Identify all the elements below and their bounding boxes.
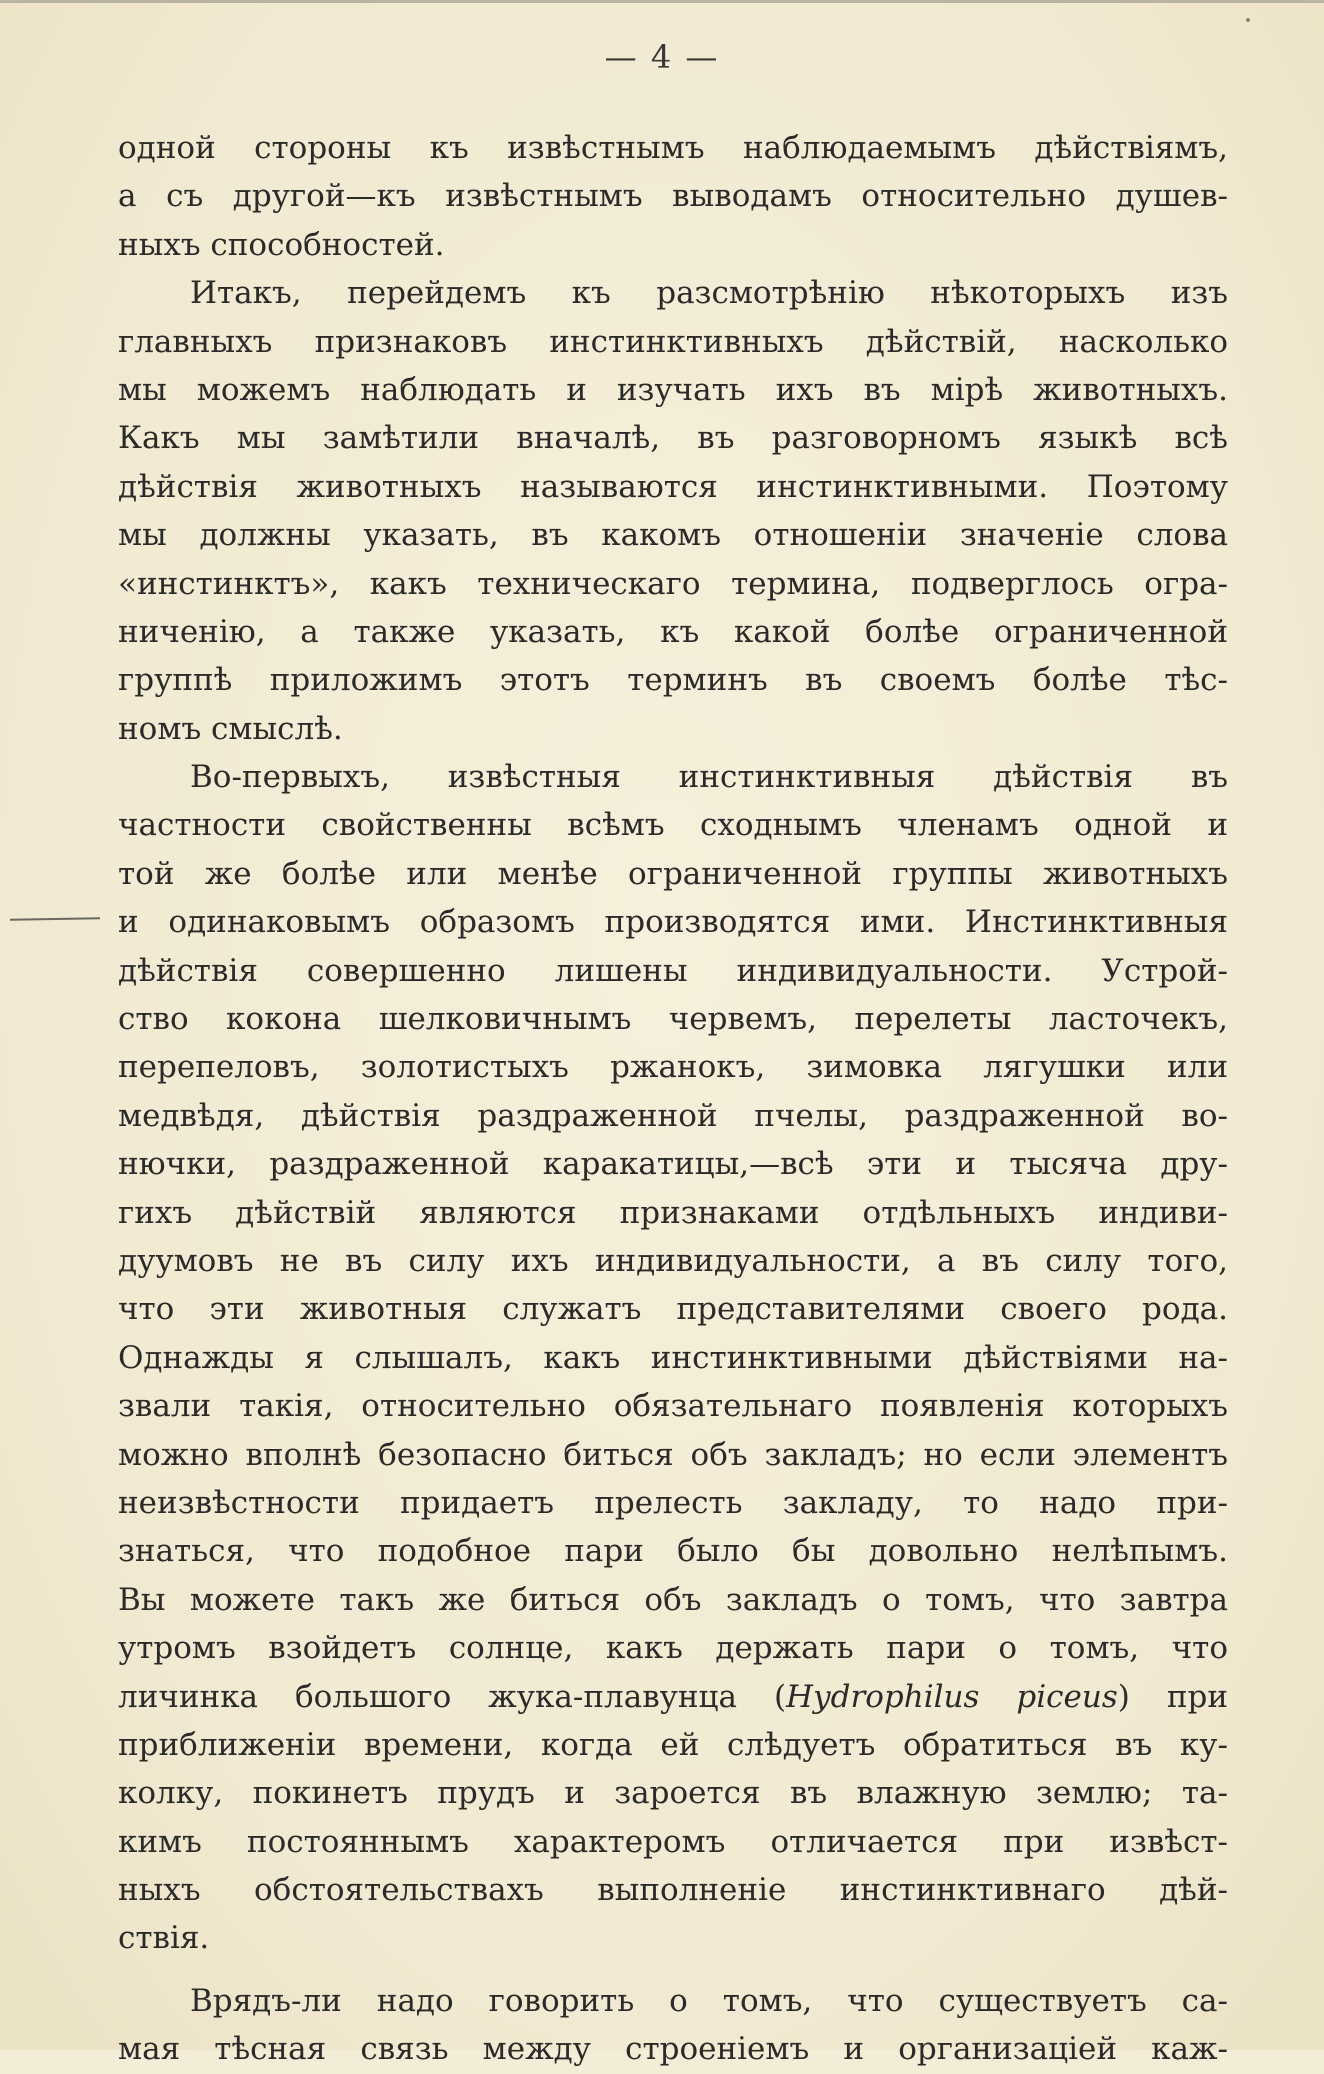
text-line: дѣйствія совершенно лишены индивидуальности. Устрой- [118, 952, 1228, 989]
text-line: частности свойственны всѣмъ сходнымъ членамъ одной и [118, 807, 1228, 844]
margin-pencil-mark [10, 917, 100, 921]
page-number: — 4 — [604, 38, 720, 76]
text-line: мая тѣсная связь между строеніемъ и организаціей каж- [118, 2031, 1228, 2068]
text-line: знаться, что подобное пари было бы довольно нелѣпымъ. [118, 1533, 1228, 1570]
text-line: той же болѣе или менѣе ограниченной группы животныхъ [118, 855, 1228, 892]
text-line: мы можемъ наблюдать и изучать ихъ въ мірѣ животныхъ. [118, 371, 1228, 408]
text-line: дуумовъ не въ силу ихъ индивидуальности, а въ силу того, [118, 1242, 1228, 1279]
text-line: медвѣдя, дѣйствія раздраженной пчелы, раздраженной во- [118, 1097, 1228, 1134]
text-line: главныхъ признаковъ инстинктивныхъ дѣйствій, насколько [118, 323, 1228, 360]
text-line: Во-первыхъ, извѣстныя инстинктивныя дѣйствія въ [190, 759, 1228, 796]
text-segment: личинка большого жука-плавунца ( [118, 1678, 787, 1715]
text-line: дѣйствія животныхъ называются инстинктивными. Поэтому [118, 468, 1228, 505]
text-line: нючки, раздраженной каракатицы,—всѣ эти и тысяча дру- [118, 1146, 1228, 1183]
text-line: а съ другой—къ извѣстнымъ выводамъ относительно душев- [118, 178, 1228, 215]
text-line: перепеловъ, золотистыхъ ржанокъ, зимовка лягушки или [118, 1049, 1228, 1086]
text-line: «инстинктъ», какъ техническаго термина, подверглось огра- [118, 565, 1228, 602]
text-line: ныхъ способностей. [118, 226, 445, 263]
text-line: колку, покинетъ прудъ и зароется въ влажную землю; та- [118, 1775, 1228, 1812]
text-line-with-latin [118, 1673, 1228, 1721]
text-line: группѣ приложимъ этотъ терминъ въ своемъ болѣе тѣс- [118, 662, 1228, 699]
text-line: Какъ мы замѣтили вначалѣ, въ разговорномъ языкѣ всѣ [118, 420, 1228, 457]
latin-species-name: Hydrophilus piceus [786, 1678, 1118, 1715]
body-text [118, 124, 1228, 2074]
text-line: приближеніи времени, когда ей слѣдуетъ обратиться въ ку- [118, 1726, 1228, 1763]
top-border [0, 0, 1324, 3]
text-line: звали такія, относительно обязательнаго появленія которыхъ [118, 1388, 1228, 1425]
text-line: ство кокона шелковичнымъ червемъ, перелеты ласточекъ, [118, 1001, 1228, 1038]
text-line: номъ смыслѣ. [118, 710, 343, 747]
print-speck [1246, 18, 1250, 22]
text-segment: ) при [1117, 1678, 1228, 1715]
text-line: ниченію, а также указать, къ какой болѣе ограниченной [118, 613, 1228, 650]
text-line: Вы можете такъ же биться объ закладъ о томъ, что завтра [118, 1581, 1228, 1618]
text-line: и одинаковымъ образомъ производятся ими. Инстинктивныя [118, 904, 1228, 941]
text-line: гихъ дѣйствій являются признаками отдѣльныхъ индиви- [118, 1194, 1228, 1231]
text-line: Однажды я слышалъ, какъ инстинктивными дѣйствіями на- [118, 1339, 1228, 1376]
text-line: неизвѣстности придаетъ прелесть закладу, то надо при- [118, 1484, 1228, 1521]
text-line: утромъ взойдетъ солнце, какъ держать пари о томъ, что [118, 1630, 1228, 1667]
text-line: ствія. [118, 1920, 210, 1957]
text-line: ныхъ обстоятельствахъ выполненіе инстинктивнаго дѣй- [118, 1872, 1228, 1909]
text-line: Врядъ-ли надо говорить о томъ, что существуетъ са- [190, 1982, 1228, 2019]
text-line: что эти животныя служатъ представителями своего рода. [118, 1291, 1228, 1328]
text-line: кимъ постояннымъ характеромъ отличается при извѣст- [118, 1823, 1228, 1860]
text-line: можно вполнѣ безопасно биться объ закладъ; но если элементъ [118, 1436, 1228, 1473]
text-line: мы должны указать, въ какомъ отношеніи значеніе слова [118, 517, 1228, 554]
text-line: Итакъ, перейдемъ къ разсмотрѣнію нѣкоторыхъ изъ [190, 275, 1228, 312]
text-line: одной стороны къ извѣстнымъ наблюдаемымъ дѣйствіямъ, [118, 130, 1228, 166]
